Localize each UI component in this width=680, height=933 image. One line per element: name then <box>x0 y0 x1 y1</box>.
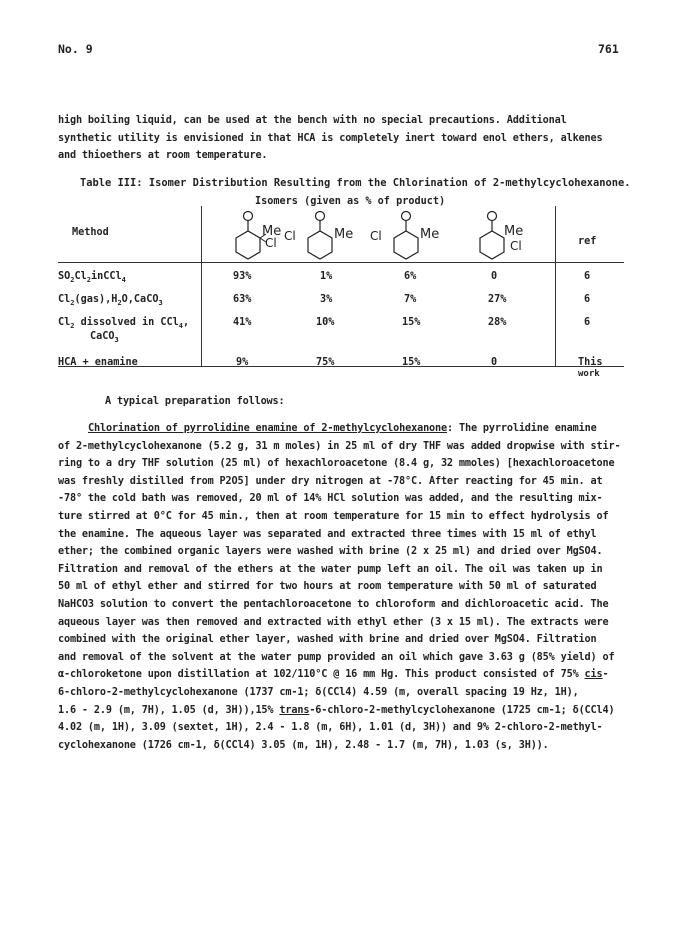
text-line: ether; the combined organic layers were washed with brine (2 x 25 ml) and dried over MgSO4. <box>58 546 603 558</box>
table-cell-ref-cont: work <box>578 369 600 379</box>
table-cell: 3% <box>320 294 333 305</box>
text-line: cyclohexanone (1726 cm-1, δ(CCl4) 3.05 (m, 1H), 2.48 - 1.7 (m, 7H), 1.03 (s, 3H)). <box>58 739 549 751</box>
structure-label: Cl <box>284 229 296 243</box>
table-cell: 63% <box>233 294 252 305</box>
table-cell: 0 <box>491 357 498 368</box>
text-line: and thioethers at room temperature. <box>58 150 268 162</box>
text-line: ture stirred at 0°C for 45 min., then at room temperature for 15 min to effect hydrolysis of <box>58 510 609 522</box>
table-row-method: $Cl_2$ dissolved in CCl$_4$, <box>58 317 190 331</box>
text-line: the enamine. The aqueous layer was separated and extracted three times with 15 ml of ethyl <box>58 528 597 540</box>
structure-label: Cl <box>370 229 382 243</box>
text-line: 6-chloro-2-methylcyclohexanone (1737 cm-1; δ(CCl4) 4.59 (m, overall spacing 19 Hz, 1H), <box>58 686 579 698</box>
table-cell: 15% <box>402 357 421 368</box>
table-cell: 10% <box>316 317 335 328</box>
table-cell-ref: 6 <box>584 271 591 282</box>
table-cell-ref: This <box>578 357 603 368</box>
text-line: α-chloroketone upon distillation at 102/110°C @ 16 mm Hg. This product consisted of 75% cis- <box>58 669 609 681</box>
table-cell: 93% <box>233 271 252 282</box>
text-line: 50 ml of ethyl ether and stirred for two hours at room temperature with 50 ml of saturated <box>58 581 597 593</box>
table-cell: 27% <box>488 294 507 305</box>
table-header-ref: ref <box>578 236 597 247</box>
isomer-structures <box>222 208 562 264</box>
table-row-method: $Cl_2(gas),H_2O,CaCO_3$ <box>58 294 163 308</box>
table-cell: 41% <box>233 317 252 328</box>
typical-heading: A typical preparation follows: <box>105 396 285 407</box>
text-line: NaHCO3 solution to convert the pentachloroacetone to chloroform and dichloroacetic acid. The <box>58 598 609 610</box>
text-line: and removal of the solvent at the water pump provided an oil which gave 3.63 g (85% yield) of <box>58 651 615 663</box>
structure-2-chloro-2-methyl-icon <box>236 212 281 260</box>
structure-label: Me <box>420 227 440 242</box>
table-cell: 28% <box>488 317 507 328</box>
table-cell: 75% <box>316 357 335 368</box>
table-cell: 0 <box>491 271 498 282</box>
text-line: 1.6 - 2.9 (m, 7H), 1.05 (d, 3H)),15% trans-6-chloro-2-methylcyclohexanone (1725 cm-1; δ(CCl4) <box>58 704 615 716</box>
structure-cis-6-chloro-icon <box>284 212 353 260</box>
text-line: high boiling liquid, can be used at the bench with no special precautions. Additional <box>58 115 567 126</box>
table-row-method: HCA + enamine <box>58 357 138 368</box>
structure-3-chloro-icon <box>480 212 523 260</box>
experimental-paragraph <box>58 420 626 754</box>
table-cell: 9% <box>236 357 249 368</box>
table-rule-top <box>58 262 624 263</box>
table-rule-right <box>555 206 556 366</box>
table-caption: Table III: Isomer Distribution Resulting from the Chlorination of 2-methylcyclohexanone. <box>80 177 631 189</box>
structure-label: Me <box>262 224 282 239</box>
text-line: ring to a dry THF solution (25 ml) of hexachloroacetone (8.4 g, 32 mmoles) [hexachloroacetone <box>58 458 615 470</box>
table-row-method-cont: CaCO$_3$ <box>90 331 119 345</box>
table-header-method: Method <box>72 227 109 238</box>
structure-label: Cl <box>265 236 277 250</box>
structure-label: Me <box>504 224 524 239</box>
text-line: -78° the cold bath was removed, 20 ml of 14% HCl solution was added, and the resulting mix- <box>58 493 603 505</box>
text-line: 4.02 (m, 1H), 3.09 (sextet, 1H), 2.4 - 1.8 (m, 6H), 1.01 (d, 3H)) and 9% 2-chloro-2-methyl- <box>58 722 603 734</box>
table-row-method: $SO_2Cl_2inCCl_4$ <box>58 271 126 285</box>
text-line: was freshly distilled from P2O5] under dry nitrogen at -78°C. After reacting for 45 min. at <box>58 475 603 487</box>
table-cell: 1% <box>320 271 333 282</box>
table-cell: 15% <box>402 317 421 328</box>
table-rule-bottom <box>58 366 624 367</box>
structure-trans-6-chloro-icon <box>370 212 439 260</box>
table-cell-ref: 6 <box>584 294 591 305</box>
page-number: 761 <box>598 42 619 56</box>
table-group-header: Isomers (given as % of product) <box>255 196 446 207</box>
text-line: of 2-methylcyclohexanone (5.2 g, 31 m moles) in 25 ml of dry THF was added dropwise with stir- <box>58 440 621 452</box>
structure-label: Me <box>334 227 354 242</box>
table-cell-ref: 6 <box>584 317 591 328</box>
text-line: Chlorination of pyrrolidine enamine of 2-methylcyclohexanone: The pyrrolidine enamine <box>88 423 597 434</box>
table-cell: 7% <box>404 294 417 305</box>
structure-label: Cl <box>510 239 522 253</box>
table-rule-left <box>201 206 202 366</box>
text-line: combined with the original ether layer, washed with brine and dried over MgSO4. Filtration <box>58 634 597 646</box>
issue-number: No. 9 <box>58 42 93 56</box>
text-line: synthetic utility is envisioned in that HCA is completely inert toward enol ethers, alkenes <box>58 132 603 144</box>
text-line: Filtration and removal of the ethers at the water pump left an oil. The oil was taken up in <box>58 563 603 575</box>
intro-paragraph <box>58 112 626 165</box>
text-line: aqueous layer was then removed and extracted with ethyl ether (3 x 15 ml). The extracts were <box>58 616 609 628</box>
table-cell: 6% <box>404 271 417 282</box>
